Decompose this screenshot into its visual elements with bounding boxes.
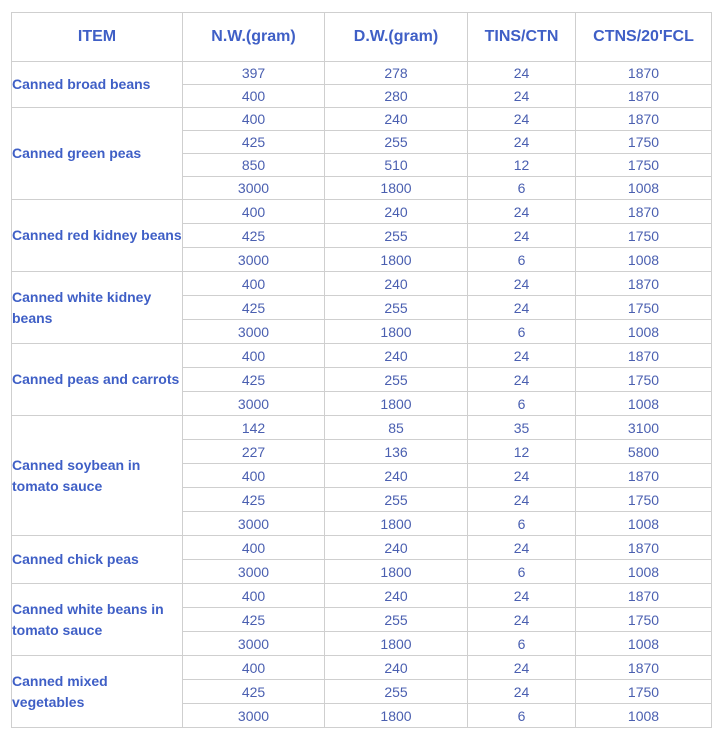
drained-weight-cell: 255 bbox=[325, 296, 468, 320]
drained-weight-cell: 85 bbox=[325, 416, 468, 440]
header-tins-per-carton: TINS/CTN bbox=[468, 13, 576, 62]
drained-weight-cell: 255 bbox=[325, 368, 468, 392]
tins-per-carton-cell: 24 bbox=[468, 200, 576, 224]
tins-per-carton-cell: 6 bbox=[468, 392, 576, 416]
cartons-per-container-cell: 1870 bbox=[576, 108, 712, 131]
drained-weight-cell: 240 bbox=[325, 272, 468, 296]
drained-weight-cell: 240 bbox=[325, 656, 468, 680]
tins-per-carton-cell: 24 bbox=[468, 680, 576, 704]
header-drained-weight: D.W.(gram) bbox=[325, 13, 468, 62]
tins-per-carton-cell: 24 bbox=[468, 608, 576, 632]
header-net-weight: N.W.(gram) bbox=[183, 13, 325, 62]
tins-per-carton-cell: 24 bbox=[468, 536, 576, 560]
cartons-per-container-cell: 1750 bbox=[576, 608, 712, 632]
item-name-cell: Canned broad beans bbox=[12, 62, 183, 108]
cartons-per-container-cell: 3100 bbox=[576, 416, 712, 440]
tins-per-carton-cell: 24 bbox=[468, 464, 576, 488]
drained-weight-cell: 240 bbox=[325, 200, 468, 224]
net-weight-cell: 3000 bbox=[183, 560, 325, 584]
net-weight-cell: 425 bbox=[183, 680, 325, 704]
drained-weight-cell: 255 bbox=[325, 608, 468, 632]
tins-per-carton-cell: 6 bbox=[468, 704, 576, 728]
drained-weight-cell: 255 bbox=[325, 680, 468, 704]
cartons-per-container-cell: 1870 bbox=[576, 656, 712, 680]
cartons-per-container-cell: 1870 bbox=[576, 200, 712, 224]
tins-per-carton-cell: 24 bbox=[468, 368, 576, 392]
table-row bbox=[12, 536, 712, 560]
cartons-per-container-cell: 1750 bbox=[576, 680, 712, 704]
net-weight-cell: 227 bbox=[183, 440, 325, 464]
tins-per-carton-cell: 24 bbox=[468, 224, 576, 248]
cartons-per-container-cell: 1870 bbox=[576, 464, 712, 488]
table-row bbox=[12, 108, 712, 131]
net-weight-cell: 3000 bbox=[183, 177, 325, 200]
item-name-cell: Canned mixed vegetables bbox=[12, 656, 183, 728]
item-name-cell: Canned white beans in tomato sauce bbox=[12, 584, 183, 656]
drained-weight-cell: 1800 bbox=[325, 704, 468, 728]
tins-per-carton-cell: 6 bbox=[468, 632, 576, 656]
net-weight-cell: 400 bbox=[183, 85, 325, 108]
cartons-per-container-cell: 1008 bbox=[576, 392, 712, 416]
item-name-cell: Canned red kidney beans bbox=[12, 200, 183, 272]
product-spec-table bbox=[11, 12, 712, 728]
drained-weight-cell: 136 bbox=[325, 440, 468, 464]
tins-per-carton-cell: 6 bbox=[468, 248, 576, 272]
drained-weight-cell: 280 bbox=[325, 85, 468, 108]
cartons-per-container-cell: 1750 bbox=[576, 368, 712, 392]
cartons-per-container-cell: 1008 bbox=[576, 248, 712, 272]
drained-weight-cell: 510 bbox=[325, 154, 468, 177]
drained-weight-cell: 1800 bbox=[325, 177, 468, 200]
tins-per-carton-cell: 24 bbox=[468, 272, 576, 296]
net-weight-cell: 425 bbox=[183, 608, 325, 632]
table-row bbox=[12, 200, 712, 224]
drained-weight-cell: 1800 bbox=[325, 632, 468, 656]
cartons-per-container-cell: 1870 bbox=[576, 272, 712, 296]
cartons-per-container-cell: 1008 bbox=[576, 704, 712, 728]
item-name-cell: Canned green peas bbox=[12, 108, 183, 200]
tins-per-carton-cell: 6 bbox=[468, 560, 576, 584]
drained-weight-cell: 255 bbox=[325, 131, 468, 154]
tins-per-carton-cell: 24 bbox=[468, 656, 576, 680]
net-weight-cell: 400 bbox=[183, 108, 325, 131]
drained-weight-cell: 240 bbox=[325, 344, 468, 368]
item-name-cell: Canned soybean in tomato sauce bbox=[12, 416, 183, 536]
net-weight-cell: 3000 bbox=[183, 704, 325, 728]
cartons-per-container-cell: 1008 bbox=[576, 320, 712, 344]
table-row bbox=[12, 656, 712, 680]
net-weight-cell: 3000 bbox=[183, 512, 325, 536]
net-weight-cell: 400 bbox=[183, 536, 325, 560]
tins-per-carton-cell: 24 bbox=[468, 584, 576, 608]
cartons-per-container-cell: 1870 bbox=[576, 85, 712, 108]
item-name-cell: Canned peas and carrots bbox=[12, 344, 183, 416]
cartons-per-container-cell: 1750 bbox=[576, 131, 712, 154]
net-weight-cell: 400 bbox=[183, 656, 325, 680]
drained-weight-cell: 240 bbox=[325, 108, 468, 131]
drained-weight-cell: 240 bbox=[325, 536, 468, 560]
net-weight-cell: 425 bbox=[183, 224, 325, 248]
cartons-per-container-cell: 1008 bbox=[576, 560, 712, 584]
table-row bbox=[12, 62, 712, 85]
drained-weight-cell: 240 bbox=[325, 464, 468, 488]
tins-per-carton-cell: 24 bbox=[468, 488, 576, 512]
net-weight-cell: 142 bbox=[183, 416, 325, 440]
tins-per-carton-cell: 12 bbox=[468, 154, 576, 177]
cartons-per-container-cell: 1870 bbox=[576, 62, 712, 85]
cartons-per-container-cell: 1008 bbox=[576, 512, 712, 536]
drained-weight-cell: 1800 bbox=[325, 392, 468, 416]
net-weight-cell: 3000 bbox=[183, 248, 325, 272]
item-name-cell: Canned chick peas bbox=[12, 536, 183, 584]
net-weight-cell: 3000 bbox=[183, 632, 325, 656]
net-weight-cell: 400 bbox=[183, 344, 325, 368]
header-item: ITEM bbox=[12, 13, 183, 62]
header-cartons-per-container: CTNS/20'FCL bbox=[576, 13, 712, 62]
cartons-per-container-cell: 1008 bbox=[576, 632, 712, 656]
drained-weight-cell: 1800 bbox=[325, 560, 468, 584]
cartons-per-container-cell: 1870 bbox=[576, 536, 712, 560]
tins-per-carton-cell: 35 bbox=[468, 416, 576, 440]
table-row bbox=[12, 584, 712, 608]
table-row bbox=[12, 416, 712, 440]
cartons-per-container-cell: 1750 bbox=[576, 488, 712, 512]
tins-per-carton-cell: 24 bbox=[468, 85, 576, 108]
item-name-cell: Canned white kidney beans bbox=[12, 272, 183, 344]
net-weight-cell: 425 bbox=[183, 488, 325, 512]
net-weight-cell: 425 bbox=[183, 368, 325, 392]
net-weight-cell: 400 bbox=[183, 272, 325, 296]
drained-weight-cell: 1800 bbox=[325, 320, 468, 344]
drained-weight-cell: 255 bbox=[325, 224, 468, 248]
cartons-per-container-cell: 1750 bbox=[576, 224, 712, 248]
drained-weight-cell: 255 bbox=[325, 488, 468, 512]
drained-weight-cell: 240 bbox=[325, 584, 468, 608]
drained-weight-cell: 1800 bbox=[325, 248, 468, 272]
tins-per-carton-cell: 6 bbox=[468, 177, 576, 200]
tins-per-carton-cell: 24 bbox=[468, 62, 576, 85]
tins-per-carton-cell: 6 bbox=[468, 512, 576, 536]
tins-per-carton-cell: 24 bbox=[468, 344, 576, 368]
table-row bbox=[12, 272, 712, 296]
drained-weight-cell: 278 bbox=[325, 62, 468, 85]
net-weight-cell: 850 bbox=[183, 154, 325, 177]
drained-weight-cell: 1800 bbox=[325, 512, 468, 536]
net-weight-cell: 400 bbox=[183, 200, 325, 224]
cartons-per-container-cell: 5800 bbox=[576, 440, 712, 464]
table-row bbox=[12, 344, 712, 368]
cartons-per-container-cell: 1750 bbox=[576, 154, 712, 177]
tins-per-carton-cell: 24 bbox=[468, 108, 576, 131]
net-weight-cell: 400 bbox=[183, 584, 325, 608]
cartons-per-container-cell: 1750 bbox=[576, 296, 712, 320]
net-weight-cell: 425 bbox=[183, 131, 325, 154]
cartons-per-container-cell: 1008 bbox=[576, 177, 712, 200]
net-weight-cell: 425 bbox=[183, 296, 325, 320]
tins-per-carton-cell: 24 bbox=[468, 131, 576, 154]
cartons-per-container-cell: 1870 bbox=[576, 344, 712, 368]
net-weight-cell: 397 bbox=[183, 62, 325, 85]
table-body bbox=[12, 62, 712, 728]
cartons-per-container-cell: 1870 bbox=[576, 584, 712, 608]
net-weight-cell: 3000 bbox=[183, 392, 325, 416]
header-row bbox=[12, 13, 712, 62]
net-weight-cell: 400 bbox=[183, 464, 325, 488]
tins-per-carton-cell: 12 bbox=[468, 440, 576, 464]
tins-per-carton-cell: 24 bbox=[468, 296, 576, 320]
tins-per-carton-cell: 6 bbox=[468, 320, 576, 344]
net-weight-cell: 3000 bbox=[183, 320, 325, 344]
